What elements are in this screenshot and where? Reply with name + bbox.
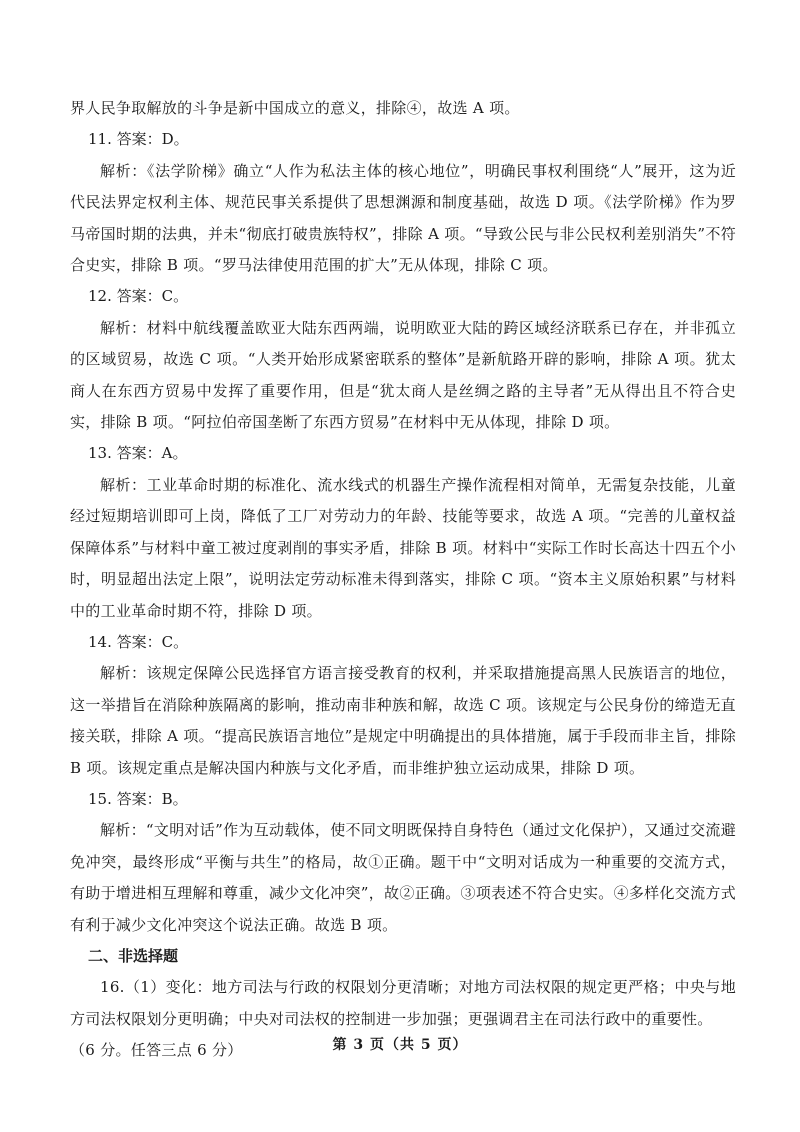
paragraph-continuation: 界人民争取解放的斗争是新中国成立的意义，排除④，故选 A 项。 (70, 99, 520, 117)
analysis-13: 解析：工业革命时期的标准化、流水线式的机器生产操作流程相对简单，无需复杂技能，儿童经过短期培训即可上岗，降低了工厂对劳动力的年龄、技能等要求，故选 A 项。“完善的儿童权益保障体系”与材料中童工被过度剥削的事实矛盾，排除 B 项。材料中“实际工作时长高达十四五个小时，明显超出法定上限”，说明法定劳动标准未得到落实，排除 C 项。“资本主义原始积累”与材料中的工业革命时期不符，排除 D 项。 (70, 475, 736, 620)
answer-16-part-1: 16.（1）变化：地方司法与行政的权限划分更清晰；对地方司法权限的规定更严格；中央与地方司法权限划分更明确；中央对司法权的控制进一步加强；更强调君主在司法行政中的重要性。 (70, 978, 736, 1028)
analysis-15: 解析：“文明对话”作为互动载体，使不同文明既保持自身特色（通过文化保护），又通过交流避免冲突，最终形成“平衡与共生”的格局，故①正确。题干中“文明对话成为一种重要的交流方式，有助于增进相互理解和尊重，减少文化冲突”，故②正确。③项表述不符合史实。④多样化交流方式有利于减少文化冲突这个说法正确。故选 B 项。 (70, 821, 736, 934)
analysis-11: 解析：《法学阶梯》确立“人作为私法主体的核心地位”，明确民事权利围绕“人”展开，这为近代民法界定权利主体、规范民事关系提供了思想渊源和制度基础，故选 D 项。《法学阶梯》作为罗马帝国时期的法典，并未“彻底打破贵族特权”，排除 A 项。“导致公民与非公民权利差别消失”不符合史实，排除 B 项。“罗马法律使用范围的扩大”无从体现，排除 C 项。 (70, 161, 736, 275)
answer-13: 13. 答案：A。 (88, 444, 188, 463)
score-note: （6 分。任答三点 6 分） (70, 1041, 243, 1060)
analysis-14: 解析：该规定保障公民选择官方语言接受教育的权利，并采取措施提高黑人民族语言的地位，这一举措旨在消除种族隔离的影响，推动南非种族和解，故选 C 项。该规定与公民身份的缔造无直接关联，排除 A 项。“提高民族语言地位”是规定中明确提出的具体措施，属于手段而非主旨，排除 B 项。该规定重点是解决国内种族与文化矛盾，而非维护独立运动成果，排除 D 项。 (70, 664, 736, 777)
answer-15: 15. 答案：B。 (88, 789, 188, 808)
answer-11: 11. 答案：D。 (88, 130, 189, 149)
answer-12: 12. 答案：C。 (88, 287, 189, 306)
section-heading-non-choice: 二、非选择题 (88, 946, 179, 965)
answer-14: 14. 答案：C。 (88, 632, 189, 651)
page-footer: 第 3 页（共 5 页） (332, 1037, 468, 1053)
analysis-12: 解析：材料中航线覆盖欧亚大陆东西两端，说明欧亚大陆的跨区域经济联系已存在，并非孤立的区域贸易，故选 C 项。“人类开始形成紧密联系的整体”是新航路开辟的影响，排除 A 项。犹太商人在东西方贸易中发挥了重要作用，但是“犹太商人是丝绸之路的主导者”无从得出且不符合史实，排除 B 项。“阿拉伯帝国垄断了东西方贸易”在材料中无从体现，排除 D 项。 (70, 318, 736, 432)
